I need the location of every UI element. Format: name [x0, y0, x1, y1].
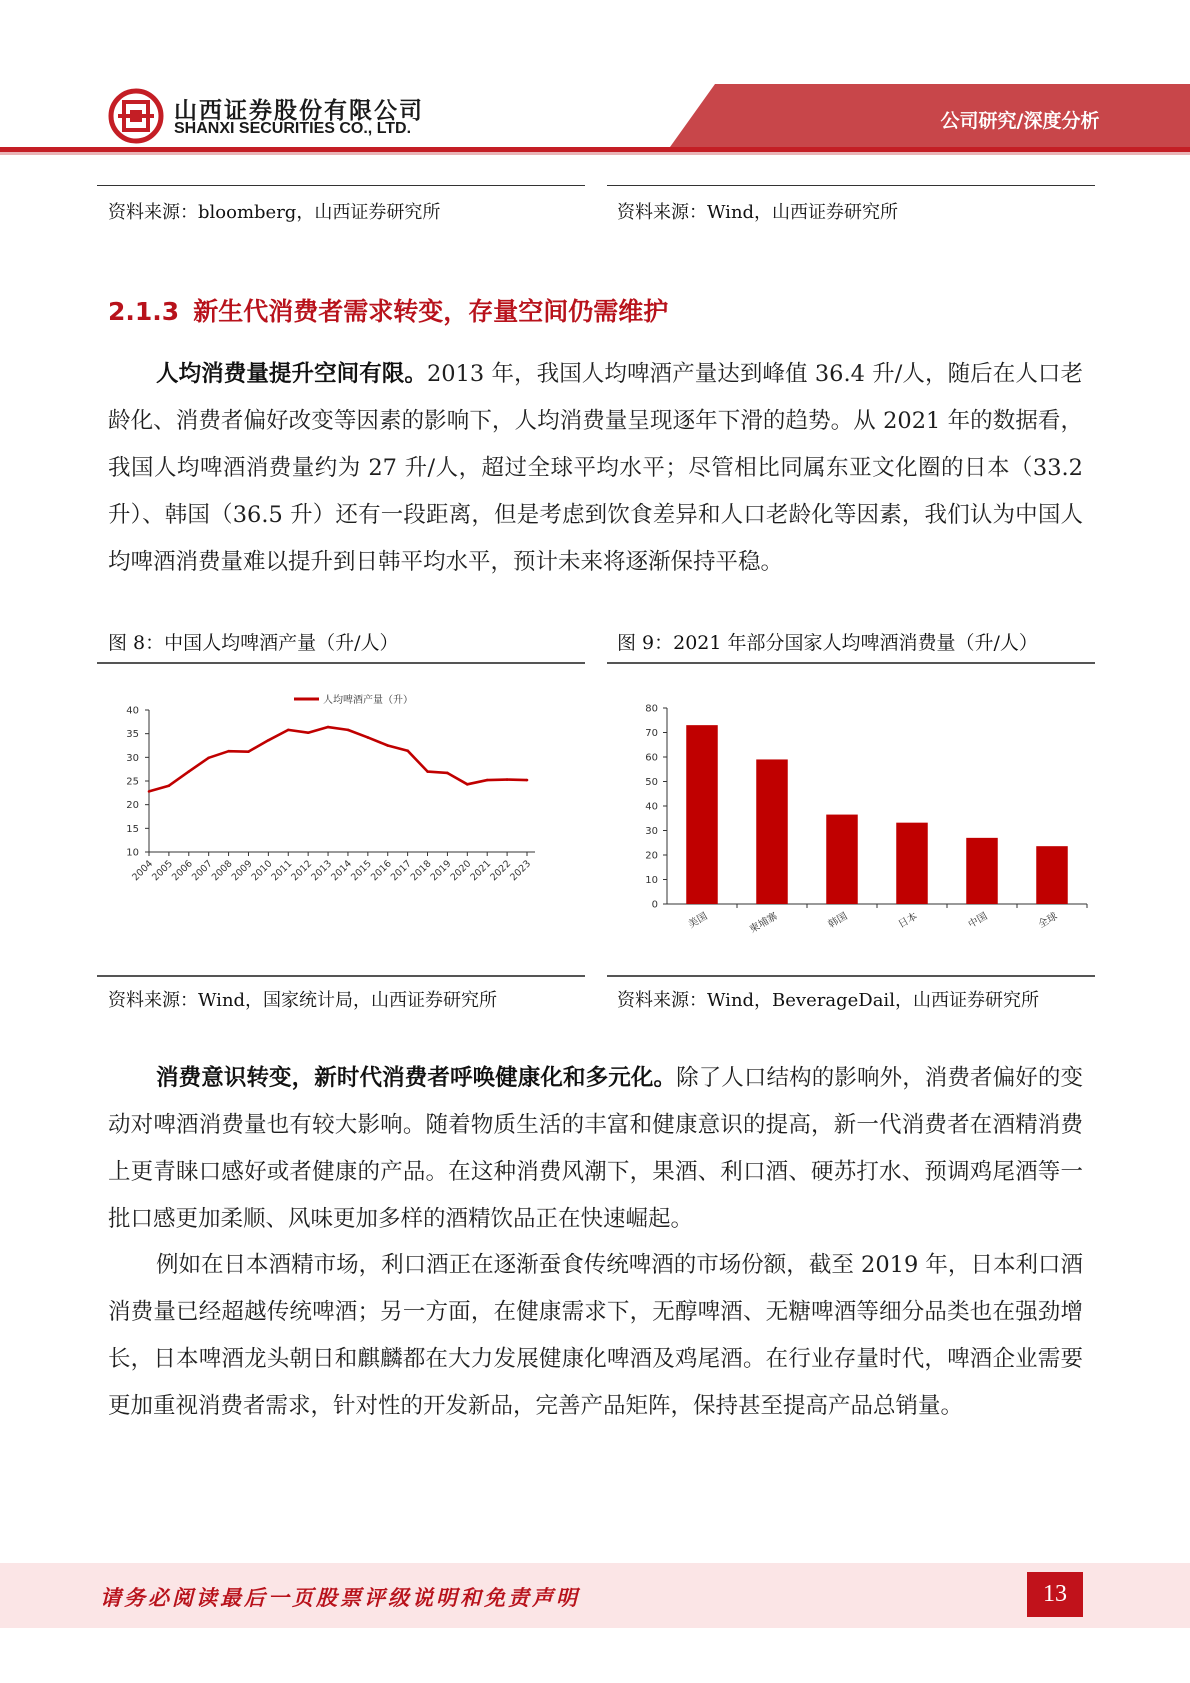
- line-y-tick-label: 15: [126, 823, 139, 835]
- section-title-text: 新生代消费者需求转变，存量空间仍需维护: [193, 297, 669, 326]
- line-x-tick-label: 2015: [349, 858, 374, 884]
- figure-8-bottom-rule: [97, 975, 585, 977]
- line-data-point: [426, 770, 429, 773]
- line-data-point: [267, 739, 270, 742]
- line-data-point: [187, 770, 190, 773]
- paragraph-consumer-shift: [108, 1055, 1083, 1243]
- line-x-tick-label: 2007: [189, 858, 215, 884]
- company-name-en: SHANXI SECURITIES CO., LTD.: [174, 120, 412, 137]
- line-legend: [294, 693, 413, 706]
- line-x-tick-label: 2020: [448, 858, 474, 884]
- line-x-tick-label: 2019: [428, 858, 454, 884]
- bar-y-tick-label: 30: [645, 826, 658, 837]
- line-data-point: [506, 778, 509, 781]
- report-type-label: 公司研究/深度分析: [940, 110, 1100, 132]
- figure-8-title: 图 8：中国人均啤酒产量（升/人）: [108, 632, 399, 654]
- figure-9-title: 图 9：2021 年部分国家人均啤酒消费量（升/人）: [617, 632, 1038, 654]
- line-data-point: [526, 779, 529, 782]
- line-y-tick-label: 20: [126, 800, 139, 812]
- line-x-tick-label: 2013: [309, 858, 335, 884]
- bar-y-tick-label: 70: [645, 728, 658, 739]
- top-right-rule: [607, 185, 1095, 186]
- bar-韩国: [826, 815, 858, 904]
- line-x-tick-label: 2014: [329, 858, 355, 884]
- line-data-point: [148, 790, 151, 793]
- line-x-tick-label: 2006: [170, 858, 195, 884]
- line-data-point: [446, 772, 449, 775]
- bar-y-tick-label: 40: [645, 801, 658, 813]
- bar-中国: [966, 838, 998, 904]
- line-x-tick-label: 2016: [368, 858, 394, 884]
- line-x-tick-label: 2008: [209, 858, 235, 884]
- line-x-tick-label: 2021: [468, 858, 494, 884]
- top-right-source: 资料来源：Wind，山西证券研究所: [617, 202, 899, 223]
- bar-x-tick-label: 美国: [686, 911, 710, 931]
- line-x-tick-label: 2009: [229, 858, 255, 884]
- paragraph-body: 例如在日本酒精市场，利口酒正在逐渐蚕食传统啤酒的市场份额，截至 2019 年，日本利口酒消费量已经超越传统啤酒；另一方面，在健康需求下，无醇啤酒、无糖啤酒等细分品类也在强劲增长，日本啤酒龙头朝日和麒麟都在大力发展健康化啤酒及鸡尾酒。在行业存量时代，啤酒企业需要更加重视消费者需求，针对性的开发新品，完善产品矩阵，保持甚至提高产品总销量。: [108, 1252, 1083, 1419]
- line-legend-label: 人均啤酒产量（升）: [323, 695, 413, 706]
- figure-9-bar-chart: [607, 690, 1095, 960]
- top-left-source: 资料来源：bloomberg，山西证券研究所: [108, 202, 441, 223]
- line-y-tick-label: 30: [126, 752, 139, 764]
- bar-x-tick-label: 中国: [966, 911, 990, 931]
- line-data-point: [227, 750, 230, 753]
- top-left-rule: [97, 185, 585, 186]
- paragraph-lead: 消费意识转变，新时代消费者呼唤健康化和多元化。: [156, 1065, 677, 1091]
- line-data-point: [307, 731, 310, 734]
- line-x-tick-label: 2012: [289, 858, 315, 884]
- paragraph-lead: 人均消费量提升空间有限。: [156, 361, 427, 387]
- line-x-tick-label: 2023: [508, 858, 534, 884]
- bar-y-tick-label: 10: [645, 875, 658, 886]
- figure-8-top-rule: [97, 662, 585, 664]
- bar-x-tick-label: 全球: [1036, 911, 1060, 931]
- bar-日本: [896, 823, 928, 904]
- line-x-tick-label: 2004: [130, 858, 156, 884]
- bar-美国: [686, 725, 718, 904]
- figure-8-line-chart: [97, 680, 585, 970]
- line-data-point: [386, 744, 389, 747]
- line-data-point: [466, 783, 469, 786]
- line-data-point: [207, 757, 210, 760]
- paragraph-japan-example: [108, 1242, 1083, 1430]
- bar-y-tick-label: 20: [645, 850, 658, 862]
- line-data-point: [347, 729, 350, 732]
- paragraph-body: 2013 年，我国人均啤酒产量达到峰值 36.4 升/人，随后在人口老龄化、消费者偏好改变等因素的影响下，人均消费量呈现逐年下滑的趋势。从 2021 年的数据看，我国人均啤酒消费量约为 27 升/人，超过全球平均水平；尽管相比同属东亚文化圈的日本（33.2 升）、韩国（36.5 升）还有一段距离，但是考虑到饮食差异和人口老龄化等因素，我们认为中国人均啤酒消费量难以提升到日韩平均水平，预计未来将逐渐保持平稳。: [108, 361, 1083, 575]
- figure-8-source: 资料来源：Wind，国家统计局，山西证券研究所: [108, 990, 498, 1011]
- line-data-point: [486, 779, 489, 782]
- bar-y-tick-label: 50: [645, 777, 658, 788]
- line-data-point: [287, 729, 290, 732]
- line-data-point: [168, 784, 171, 787]
- bar-x-tick-label: 柬埔寨: [748, 911, 780, 936]
- line-x-tick-label: 2005: [150, 858, 176, 884]
- figure-9-top-rule: [607, 662, 1095, 664]
- paragraph-per-capita: [108, 351, 1083, 586]
- line-y-tick-label: 40: [126, 705, 139, 717]
- bar-y-tick-label: 0: [651, 899, 658, 911]
- line-x-tick-label: 2017: [388, 858, 414, 884]
- line-y-tick-label: 25: [126, 776, 139, 788]
- disclaimer-note: 请务必阅读最后一页股票评级说明和免责声明: [100, 1586, 580, 1610]
- section-number: 2.1.3: [108, 297, 180, 326]
- line-y-tick-label: 35: [126, 729, 139, 741]
- bar-x-tick-label: 韩国: [826, 911, 850, 931]
- section-heading: [108, 292, 668, 328]
- company-name-cn: 山西证券股份有限公司: [174, 98, 424, 124]
- figure-9-source: 资料来源：Wind，BeverageDail，山西证券研究所: [617, 990, 1039, 1011]
- line-y-tick-label: 10: [126, 847, 139, 859]
- bar-x-tick-label: 日本: [896, 911, 920, 931]
- bar-y-tick-label: 80: [645, 703, 658, 715]
- line-x-tick-label: 2022: [488, 858, 514, 884]
- bar-柬埔寨: [756, 759, 788, 904]
- bar-全球: [1036, 846, 1068, 904]
- line-x-tick-label: 2011: [269, 858, 295, 884]
- line-data-point: [247, 750, 250, 753]
- bar-chart-series: [686, 725, 1068, 904]
- bar-y-tick-label: 60: [645, 752, 658, 764]
- figure-9-bottom-rule: [607, 975, 1095, 977]
- company-logo-icon: [108, 88, 164, 144]
- line-x-tick-label: 2018: [408, 858, 434, 884]
- line-series-path: [149, 727, 527, 791]
- line-chart-axes: [126, 706, 535, 884]
- line-data-point: [367, 736, 370, 739]
- line-x-tick-label: 2010: [249, 858, 275, 884]
- page-number: 13: [1027, 1572, 1083, 1617]
- line-data-point: [406, 749, 409, 752]
- line-data-point: [327, 726, 330, 729]
- line-chart-series: [148, 726, 529, 793]
- paragraph-body: 除了人口结构的影响外，消费者偏好的变动对啤酒消费量也有较大影响。随着物质生活的丰富和健康意识的提高，新一代消费者在酒精消费上更青睐口感好或者健康的产品。在这种消费风潮下，果酒、利口酒、硬苏打水、预调鸡尾酒等一批口感更加柔顺、风味更加多样的酒精饮品正在快速崛起。: [108, 1065, 1083, 1232]
